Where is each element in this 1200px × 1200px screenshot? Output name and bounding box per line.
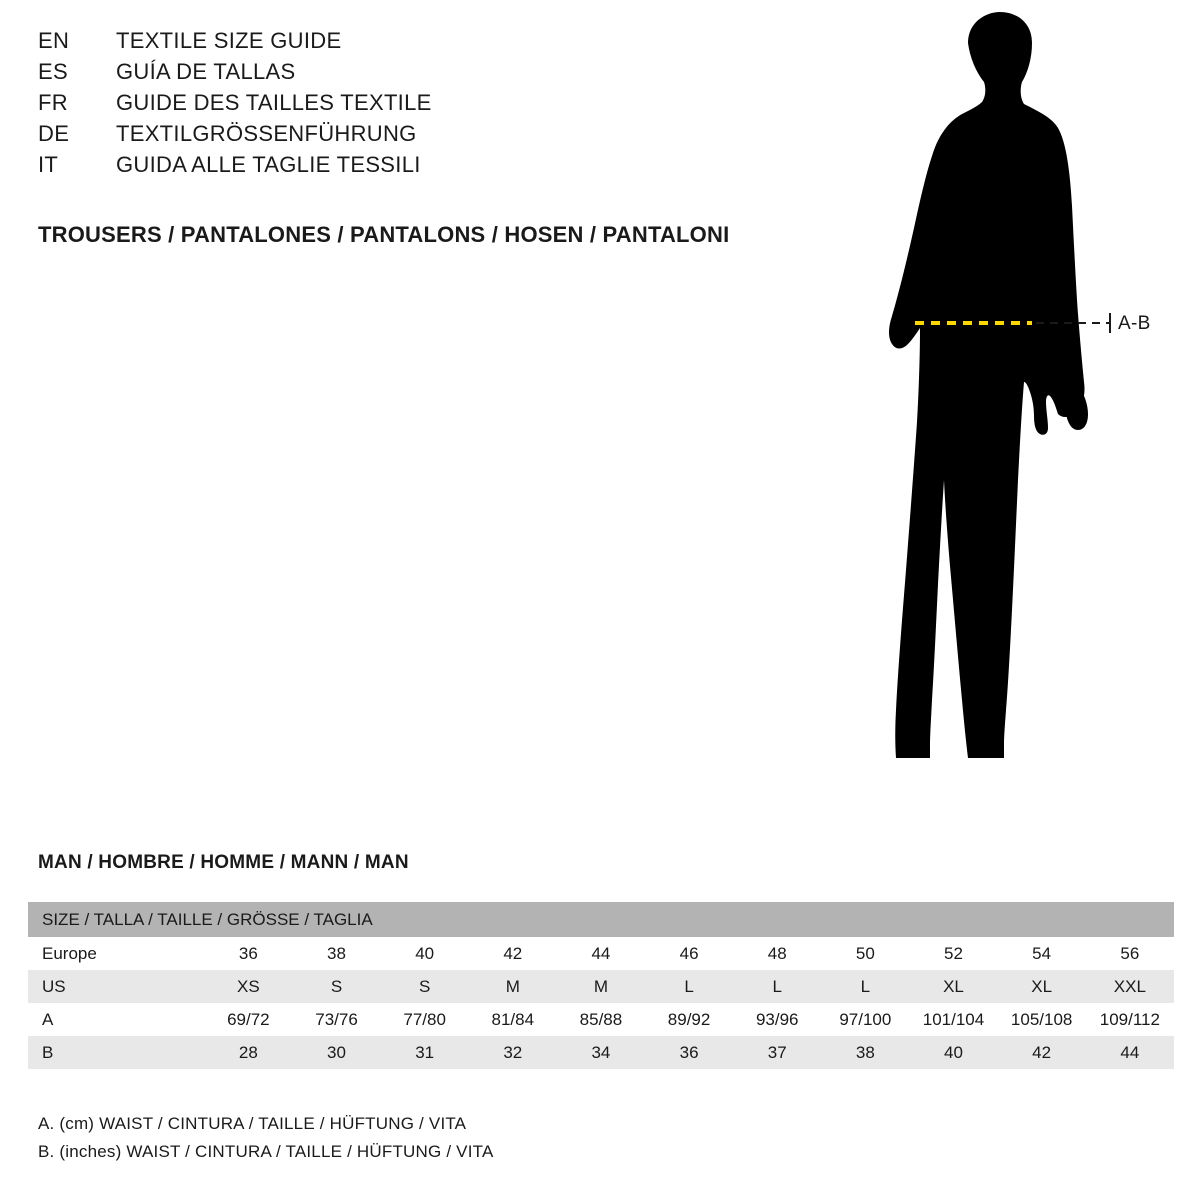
table-cell: 54 bbox=[998, 937, 1086, 970]
table-cell: XXL bbox=[1086, 970, 1174, 1003]
table-cell: 32 bbox=[469, 1036, 557, 1069]
measure-label-ab: A-B bbox=[1118, 313, 1151, 334]
table-row bbox=[28, 970, 1174, 1003]
table-cell: 105/108 bbox=[998, 1003, 1086, 1036]
table-cell: 36 bbox=[645, 1036, 733, 1069]
table-header-label: SIZE / TALLA / TAILLE / GRÖSSE / TAGLIA bbox=[28, 902, 1174, 937]
language-title: TEXTILE SIZE GUIDE bbox=[116, 28, 342, 53]
language-row bbox=[38, 28, 798, 59]
language-code: DE bbox=[38, 121, 70, 146]
table-cell: 40 bbox=[909, 1036, 997, 1069]
table-cell: XS bbox=[204, 970, 292, 1003]
language-code: EN bbox=[38, 28, 70, 53]
row-label: Europe bbox=[28, 937, 204, 970]
table-cell: 52 bbox=[909, 937, 997, 970]
footnote-a: A. (cm) WAIST / CINTURA / TAILLE / HÜFTUNG / VITA bbox=[38, 1114, 467, 1133]
row-label: B bbox=[28, 1036, 204, 1069]
garment-type-line: TROUSERS / PANTALONES / PANTALONS / HOSEN / PANTALONI bbox=[38, 222, 730, 247]
table-cell: 44 bbox=[1086, 1036, 1174, 1069]
language-list bbox=[38, 28, 798, 183]
table-cell: 31 bbox=[381, 1036, 469, 1069]
language-row bbox=[38, 59, 798, 90]
table-cell: 85/88 bbox=[557, 1003, 645, 1036]
language-code: FR bbox=[38, 90, 68, 115]
footnotes bbox=[38, 1110, 494, 1166]
table-cell: 34 bbox=[557, 1036, 645, 1069]
table-cell: XL bbox=[998, 970, 1086, 1003]
table-cell: M bbox=[469, 970, 557, 1003]
language-title: GUIDE DES TAILLES TEXTILE bbox=[116, 90, 432, 115]
table-cell: 48 bbox=[733, 937, 821, 970]
table-cell: S bbox=[292, 970, 380, 1003]
table-cell: 50 bbox=[821, 937, 909, 970]
footnote-b: B. (inches) WAIST / CINTURA / TAILLE / HÜFTUNG / VITA bbox=[38, 1142, 494, 1161]
table-section-title: MAN / HOMBRE / HOMME / MANN / MAN bbox=[38, 852, 409, 873]
body-silhouette bbox=[889, 12, 1085, 758]
table-cell: L bbox=[733, 970, 821, 1003]
row-label: A bbox=[28, 1003, 204, 1036]
table-cell: L bbox=[645, 970, 733, 1003]
table-cell: 44 bbox=[557, 937, 645, 970]
table-cell: 56 bbox=[1086, 937, 1174, 970]
table-cell: XL bbox=[909, 970, 997, 1003]
table-cell: 40 bbox=[381, 937, 469, 970]
language-row bbox=[38, 121, 798, 152]
table-cell: 42 bbox=[469, 937, 557, 970]
table-cell: 101/104 bbox=[909, 1003, 997, 1036]
language-title: TEXTILGRÖSSENFÜHRUNG bbox=[116, 121, 417, 146]
table-cell: 89/92 bbox=[645, 1003, 733, 1036]
language-title: GUÍA DE TALLAS bbox=[116, 59, 296, 84]
table-cell: 77/80 bbox=[381, 1003, 469, 1036]
table-cell: 28 bbox=[204, 1036, 292, 1069]
language-title: GUIDA ALLE TAGLIE TESSILI bbox=[116, 152, 421, 177]
language-row bbox=[38, 90, 798, 121]
table-cell: 30 bbox=[292, 1036, 380, 1069]
table-cell: M bbox=[557, 970, 645, 1003]
table-cell: 38 bbox=[821, 1036, 909, 1069]
table-cell: 42 bbox=[998, 1036, 1086, 1069]
size-table bbox=[28, 902, 1174, 1069]
table-cell: 69/72 bbox=[204, 1003, 292, 1036]
mannequin-figure bbox=[800, 10, 1200, 800]
table-cell: 38 bbox=[292, 937, 380, 970]
table-cell: S bbox=[381, 970, 469, 1003]
language-row bbox=[38, 152, 798, 183]
table-cell: 81/84 bbox=[469, 1003, 557, 1036]
table-header-row bbox=[28, 902, 1174, 937]
table-row bbox=[28, 937, 1174, 970]
table-cell: L bbox=[821, 970, 909, 1003]
table-row bbox=[28, 1036, 1174, 1069]
table-cell: 37 bbox=[733, 1036, 821, 1069]
table-cell: 46 bbox=[645, 937, 733, 970]
table-cell: 36 bbox=[204, 937, 292, 970]
table-cell: 73/76 bbox=[292, 1003, 380, 1036]
language-code: IT bbox=[38, 152, 59, 177]
table-row bbox=[28, 1003, 1174, 1036]
table-cell: 93/96 bbox=[733, 1003, 821, 1036]
table-cell: 109/112 bbox=[1086, 1003, 1174, 1036]
language-code: ES bbox=[38, 59, 68, 84]
row-label: US bbox=[28, 970, 204, 1003]
table-cell: 97/100 bbox=[821, 1003, 909, 1036]
